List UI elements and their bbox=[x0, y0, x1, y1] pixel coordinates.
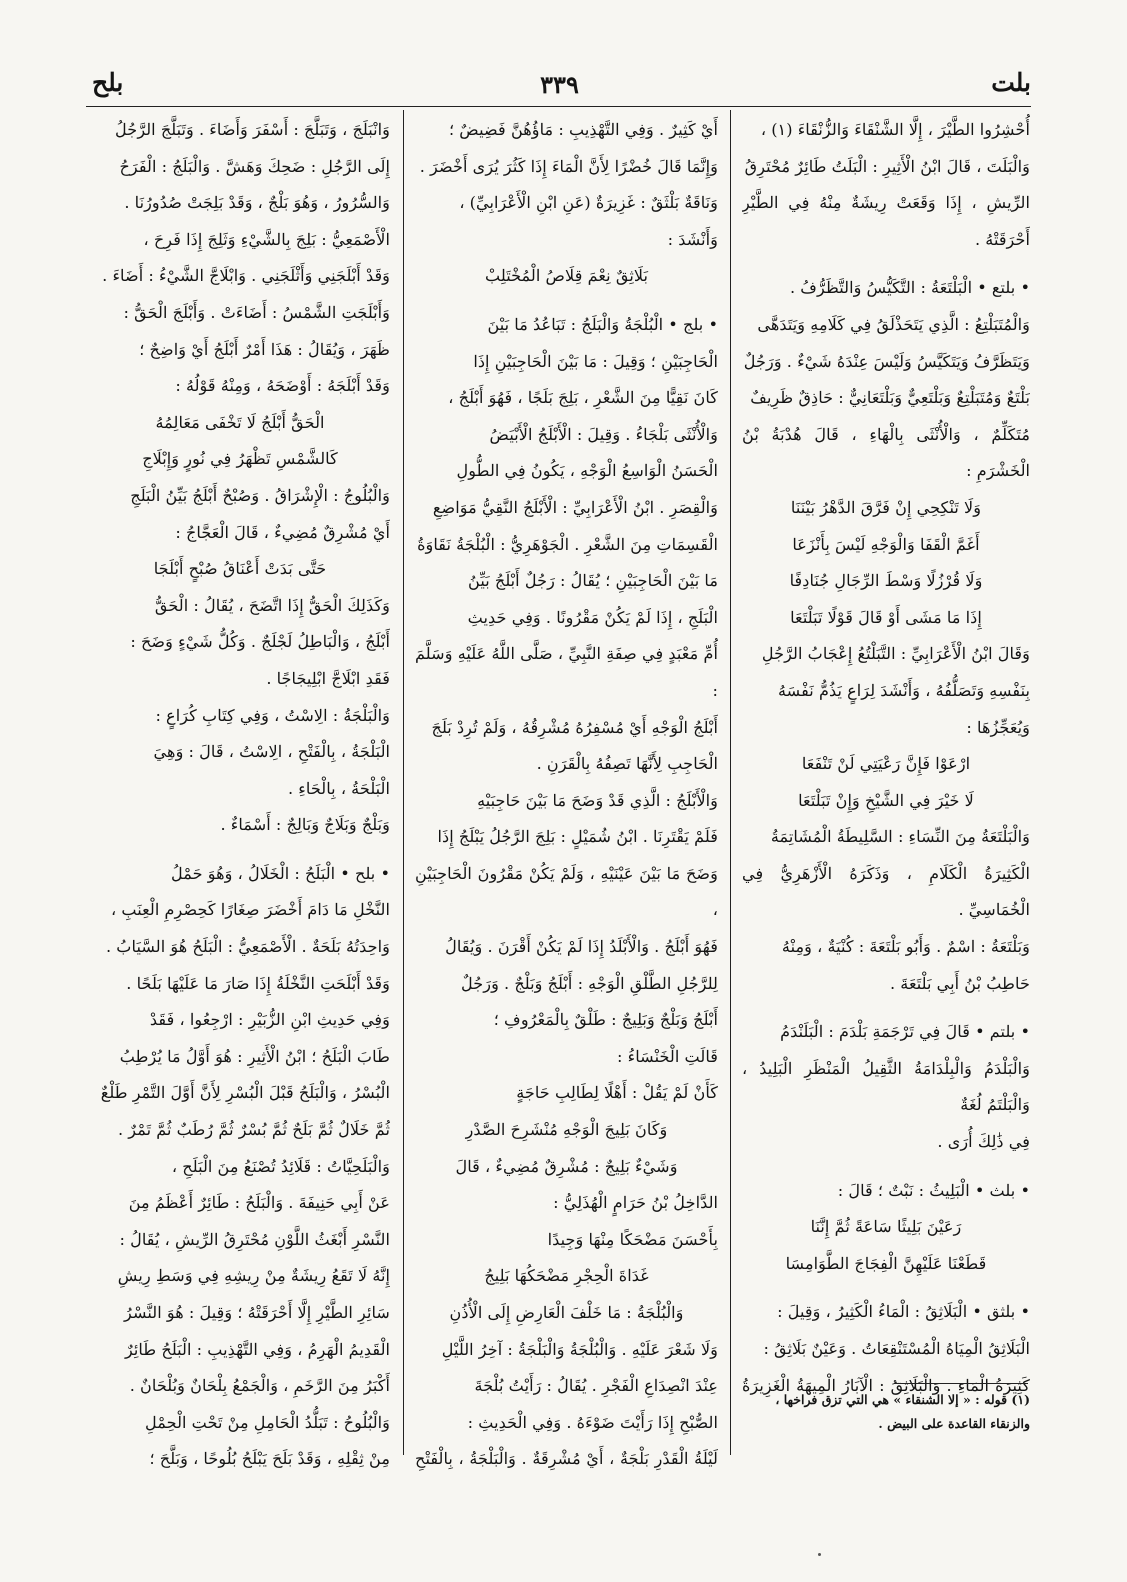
verse-line: وَالْبُلْجَةُ : مَا خَلْفَ الْعَارِضِ إِلَى الْأُذُنِ bbox=[449, 1303, 684, 1322]
text-line: وَالْبَلَتَ ، قَالَ ابْنُ الْأَثِيرِ : الْبَلَتُ طَائِرٌ مُحْتَرِقُ bbox=[744, 156, 1030, 176]
text-line: وَالْمُتَبَلْتِعُ : الَّذِي يَتَحَذْلَقُ فِي كَلَامِهِ وَيَتَدَهَّى bbox=[757, 314, 1030, 334]
entry-headword-line: • بلتم • قَالَ فِي تَرْجَمَةِ بَلْدَمَ : الْبَلَنْدَمُ bbox=[780, 1022, 1030, 1042]
text-line: وَالْبَلْجَةُ : الِاسْتُ ، وَفِي كِتَابِ كُرَاعٍ : bbox=[155, 705, 390, 725]
text-line: أُمِّ مَعْبَدٍ فِي صِفَةِ النَّبِيِّ ، صَلَّى اللَّهُ عَلَيْهِ وَسَلَّمَ : bbox=[415, 644, 718, 700]
text-line: وَالْبُلُوجُ : الْإِشْرَاقُ . وَصُبْحٌ أَبْلَجُ بَيِّنُ الْبَلَجِ bbox=[130, 485, 390, 505]
text-line: أَيْ كَثِيرٌ . وَفِي التَّهْذِيبِ : مَاؤُهُنَّ فَضِيضٌ ؛ bbox=[449, 120, 718, 139]
text-line: عِنْدَ انْصِدَاعِ الْفَجْرِ . يُقَالُ : رَأَيْتُ بُلْجَةَ bbox=[474, 1376, 718, 1396]
text-line: الْكَثِيرَةُ الْكَلَامِ ، وَذَكَرَهُ الْأَزْهَرِيُّ فِي الْخُمَاسِيِّ . bbox=[742, 863, 1030, 920]
text-line: فَلَمْ يَقْتَرِنَا . ابْنُ شُمَيْلٍ : بَلِجَ الرَّجُلُ يَبْلَجُ إِذَا bbox=[437, 827, 718, 847]
text-line: بَلْتَعٌ وَمُتَبَلْتِعٌ وَبَلْتَعِيٌّ وَبَلْتَعَانِيٌّ : حَاذِقٌ ظَرِيفٌ bbox=[750, 388, 1030, 408]
text-line: الْقَسِمَاتِ مِنَ الشَّعْرِ . الْجَوْهَرِيُّ : الْبُلْجَةُ نَقَاوَةُ bbox=[417, 534, 718, 554]
right-column bbox=[742, 112, 1030, 1397]
text-line: وَالْقِصَرِ . ابْنُ الْأَعْرَابِيِّ : الْأَبْلَجُ النَّقِيُّ مَوَاضِعِ bbox=[432, 497, 718, 517]
entry-headword-line: • بلثق • الْبَلَاثِقُ : الْمَاءُ الْكَثِيرُ ، وَقِيلَ : bbox=[777, 1302, 1030, 1322]
header-rule bbox=[86, 106, 1031, 107]
header-left-word: بلح bbox=[92, 68, 124, 97]
page-number: ٣٣٩ bbox=[540, 70, 579, 99]
text-line: وَأَبْلَجَتِ الشَّمْسُ : أَضَاءَتْ . وَأَبْلَجَ الْحَقُّ : bbox=[123, 302, 390, 322]
text-line: وَلَا شَعْرَ عَلَيْهِ . وَالْبُلْجَةُ وَالْبَلْجَةُ : آخِرُ اللَّيْلِ bbox=[441, 1339, 718, 1359]
text-line: وَاحِدَتُهُ بَلَحَةٌ . الْأَصْمَعِيُّ : الْبَلَحُ هُوَ السَّيَابُ . bbox=[106, 937, 390, 957]
text-line: النَّخْلِ مَا دَامَ أَخْضَرَ صِغَارًا كَحِصْرِمِ الْعِنَبِ ، bbox=[110, 900, 390, 920]
text-line: ثُمَّ خَلَالٌ ثُمَّ بَلَحٌ ثُمَّ بُسْرٌ ثُمَّ رُطَبٌ ثُمَّ تَمْرٌ . bbox=[117, 1120, 390, 1140]
text-line: أَيْ مُشْرِقٌ مُضِيءٌ ، قَالَ الْعَجَّاجُ : bbox=[175, 522, 390, 542]
text-line: الدَّاخِلُ بْنُ حَرَامٍ الْهُذَلِيُّ : bbox=[553, 1193, 718, 1213]
text-line: سَائِرِ الطَّيْرِ إِلَّا أَحْرَقَتْهُ ؛ وَقِيلَ : هُوَ النَّسْرُ bbox=[124, 1303, 390, 1322]
text-line: الْبَلَجِ ، إِذَا لَمْ يَكُنْ مَقْرُونًا . وَفِي حَدِيثِ bbox=[467, 607, 718, 627]
text-line: أَبْلَجُ وَبَلْجٌ وَبَلِيجٌ : طَلْقٌ بِالْمَعْرُوفِ ؛ bbox=[493, 1010, 718, 1030]
verse-line: لَا خَيْرَ فِي الشَّيْخِ وَإِنْ تَبَلْتَعَا bbox=[798, 790, 974, 810]
verse-line: وَشَيْءٌ بَلِيجٌ : مُشْرِقٌ مُضِيءٌ ، قَالَ bbox=[455, 1156, 678, 1176]
text-line: وَقَالَ ابْنُ الْأَعْرَابِيِّ : التَّبَلْتُعُ إِعْجَابُ الرَّجُلِ bbox=[761, 644, 1030, 664]
text-line: وَإِنَّمَا قَالَ خُضْرًا لِأَنَّ الْمَاءَ إِذَا كَثُرَ يُرَى أَخْضَرَ . bbox=[419, 156, 718, 176]
text-line: وَالْبَلْتَعَةُ مِنَ النِّسَاءِ : السَّلِيطَةُ الْمُشَاتِمَةُ bbox=[770, 827, 1030, 847]
verse-line: وَلَا تَنْكِحِي إِنْ فَرَّقَ الدَّهْرُ بَيْنَنَا bbox=[790, 497, 982, 517]
text-line: الْقَدِيمُ الْهَرِمُ ، وَفِي التَّهْذِيبِ : الْبَلَحُ طَائِرٌ bbox=[124, 1339, 390, 1359]
text-line: الْأَصْمَعِيُّ : بَلِجَ بِالشَّيْءِ وَثَلِجَ إِذَا فَرِحَ ، bbox=[143, 229, 390, 249]
text-line: حَاطِبُ بْنُ أَبِي بَلْتَعَةَ . bbox=[889, 973, 1030, 993]
footnote-rule bbox=[894, 1383, 1028, 1384]
footnote-line: والزنقاء القاعدة على البيض . bbox=[878, 1416, 1030, 1431]
text-line: الْبَلَاثِقُ الْمِيَاهُ الْمُسْتَنْقِعَاتُ . وَعَيْنٌ بَلَاثِقُ : bbox=[763, 1339, 1030, 1358]
text-line: فِي ذَٰلِكَ أُرَى . bbox=[937, 1132, 1030, 1152]
verse-line: كَالشَّمْسِ تَظْهَرُ فِي نُورٍ وَإِبْلَاجِ bbox=[142, 449, 338, 469]
verse-line: وَلَا قُرْزُلًا وَسْطَ الرِّجَالِ جُنَادِفًا bbox=[789, 571, 983, 591]
text-line: وَالسُّرُورُ ، وَهُوَ بَلْجٌ ، وَقَدْ بَلِجَتْ صُدُورُنَا . bbox=[124, 193, 390, 213]
text-line: وَبَلْجٌ وَبَلَاجٌ وَبَالِجٌ : أَسْمَاءٌ . bbox=[220, 815, 390, 835]
text-line: ظَهَرَ ، وَيُقَالُ : هَذَا أَمْرٌ أَبْلَجُ أَيْ وَاضِحٌ ؛ bbox=[139, 339, 390, 359]
text-line: مُتَكَلِّمٌ ، وَالْأُنْثَى بِالْهَاءِ ، قَالَ هُدْبَةُ بْنُ الْخَشْرَمِ : bbox=[742, 424, 1030, 481]
text-line: بِنَفْسِهِ وَتَصَلُّفُهُ ، وَأَنْشَدَ لِرَاعٍ يَذُمُّ نَفْسَهُ bbox=[778, 680, 1030, 700]
page-mark bbox=[818, 1553, 821, 1556]
text-line: الْبُسْرُ ، وَالْبَلَحُ قَبْلَ الْبُسْرِ لِأَنَّ أَوَّلَ التَّمْرِ طَلْعٌ bbox=[100, 1083, 390, 1103]
verse-line: أَغَمَّ الْقَفَا وَالْوَجْهِ لَيْسَ بِأَنْزَعَا bbox=[792, 534, 980, 554]
text-line: وَالْأَبْلَجُ : الَّذِي قَدْ وَضَحَ مَا بَيْنَ حَاجِبَيْهِ bbox=[477, 790, 718, 810]
text-line: لَيْلَةُ الْقَدْرِ بَلْجَةٌ ، أَيْ مُشْرِقَةٌ . وَالْبَلْجَةُ ، بِالْفَتْحِ bbox=[415, 1449, 718, 1469]
text-line: الْحَاجِبَيْنِ ؛ وَقِيلَ : مَا بَيْنَ الْحَاجِبَيْنِ إِذَا bbox=[473, 351, 718, 371]
text-line: وَكَذَلِكَ الْحَقُّ إِذَا اتَّضَحَ ، يُقَالُ : الْحَقُّ bbox=[154, 595, 390, 615]
text-line: وَالْبَلْدَمُ وَالْبِلْدَامَةُ الثَّقِيلُ الْمَنْظَرِ الْبَلِيدُ ، وَالْبَلْتَمُ لُغَةٌ bbox=[742, 1058, 1030, 1115]
verse-line: بَلَاثِقٌ نِعْمَ قِلَاصُ الْمُخْتَلِبْ bbox=[484, 266, 649, 286]
text-line: وَيُعَجِّزُهَا : bbox=[966, 717, 1030, 737]
page-header bbox=[88, 68, 1031, 102]
verse-line: ارْعَوْا فَإِنَّ رَعْيَتِي لَنْ تَنْفَعَا bbox=[801, 754, 971, 774]
left-column bbox=[90, 112, 390, 1472]
entry-headword-line: • بلج • الْبُلْجَةُ وَالْبَلَجُ : تَبَاعُدُ مَا بَيْنَ bbox=[487, 314, 718, 334]
text-line: أُحْشِرُوا الطَّيْرَ ، إِلَّا الشَّنْقَاءَ وَالزُّنْقَاءَ (١) ، bbox=[760, 120, 1030, 139]
text-line: وَالْبَلَحِيَّاتُ : قَلَائِدُ تُصْنَعُ مِنَ الْبَلَحِ ، bbox=[171, 1156, 390, 1176]
text-line: مَا بَيْنَ الْحَاجِبَيْنِ ؛ يُقَالُ : رَجُلٌ أَبْلَجُ بَيِّنُ bbox=[468, 571, 718, 591]
text-line: عَنْ أَبِي حَنِيفَةَ . وَالْبَلَحُ : طَائِرٌ أَعْظَمُ مِنَ bbox=[128, 1193, 390, 1213]
verse-line: قَطَعْنَا عَلَيْهِنَّ الْفِجَاجَ الطَّوَامِسَا bbox=[785, 1253, 987, 1273]
text-line: كَانَ نَقِيًّا مِنَ الشَّعْرِ ، بَلِجَ بَلَجًا ، فَهُوَ أَبْلَجُ ، bbox=[448, 388, 718, 408]
text-line: طَابَ الْبَلَحُ ؛ ابْنُ الْأَثِيرِ : هُوَ أَوَّلُ مَا يُرْطِبُ bbox=[119, 1046, 390, 1066]
text-line: إِنَّهُ لَا تَقَعُ رِيشَةٌ مِنْ رِيشِهِ فِي وَسَطِ رِيشِ bbox=[117, 1266, 390, 1286]
verse-line: إِذَا مَا مَشَى أَوْ قَالَ قَوْلًا تَبَلْتَعَا bbox=[790, 607, 982, 627]
text-line: أَبْلَجُ ، وَالْبَاطِلُ لَجْلَجٌ . وَكُلُّ شَيْءٍ وَضَحَ : bbox=[130, 632, 390, 652]
text-line: قَالَتِ الْخَنْسَاءُ : bbox=[617, 1046, 718, 1066]
text-line: وَضَحَ مَا بَيْنَ عَيْنَيْهِ ، وَلَمْ يَكُنْ مَقْرُونَ الْحَاجِبَيْنِ ، bbox=[415, 863, 718, 920]
text-line: مِنْ ثِقْلِهِ ، وَقَدْ بَلَحَ يَبْلَحُ بُلُوحًا ، وَبَلَّحَ ؛ bbox=[149, 1449, 390, 1469]
footnote-line: (١) قوله : « إلا الشنقاء » هي التي تزق فراخها ، bbox=[775, 1392, 1030, 1407]
text-line: وَأَنْشَدَ : bbox=[667, 229, 718, 249]
middle-column bbox=[415, 112, 718, 1472]
entry-headword-line: • بلح • الْبَلَحُ : الْخَلَالُ ، وَهُوَ حَمْلُ bbox=[170, 863, 390, 883]
column-divider-left bbox=[403, 110, 404, 1455]
text-line: أَبْلَجُ الْوَجْهِ أَيْ مُسْفِرُهُ مُشْرِقُهُ ، وَلَمْ تُرِدْ بَلَجَ bbox=[431, 717, 718, 737]
text-line: وَنَاقَةٌ بَلْثَقٌ : غَزِيرَةٌ (عَنِ ابْنِ الْأَعْرَابِيِّ) ، bbox=[459, 193, 718, 213]
text-line: وَبَلْتَعَةُ : اسْمٌ . وَأَبُو بَلْتَعَةَ : كُنْيَةٌ ، وَمِنْهُ bbox=[781, 937, 1030, 957]
footnote bbox=[742, 1388, 1030, 1436]
verse-line: غَدَاةَ الْحِجْرِ مَضْحَكُهَا بَلِيجُ bbox=[484, 1266, 649, 1286]
text-line: الْبَلْجَةُ ، بِالْفَتْحِ ، الِاسْتُ ، قَالَ : وَهِيَ bbox=[153, 742, 390, 762]
text-line: وَقَدْ أَبْلَجَنِي وَأَثْلَجَنِي . وَابْلَاجَّ الشَّيْءُ : أَضَاءَ . bbox=[102, 266, 390, 286]
text-line: إِلَى الرَّجُلِ : ضَحِكَ وَهَشَّ . وَالْبَلَجُ : الْفَرَحُ bbox=[119, 156, 390, 176]
text-line: وَقَدْ أَبْلَحَتِ النَّخْلَةُ إِذَا صَارَ مَا عَلَيْهَا بَلَحًا . bbox=[126, 973, 390, 993]
text-line: الْحَسَنُ الْوَاسِعُ الْوَجْهِ ، يَكُونُ فِي الطُّولِ bbox=[456, 461, 718, 481]
text-line: الصُّبْحِ إِذَا رَأَيْتَ ضَوْءَهُ . وَفِي الْحَدِيثِ : bbox=[467, 1412, 718, 1432]
text-line: وَفِي حَدِيثِ ابْنِ الزُّبَيْرِ : ارْجِعُوا ، فَقَدْ bbox=[149, 1010, 390, 1030]
text-line: كَأَنْ لَمْ يَقُلْ : أَهْلًا لِطَالِبِ حَاجَةٍ bbox=[516, 1083, 718, 1103]
verse-line: رَعَيْنَ بَلِيثًا سَاعَةً ثُمَّ إِنَّنَا bbox=[810, 1217, 962, 1237]
text-line: وَانْبَلَجَ ، وَتَبَلَّجَ : أَسْفَرَ وَأَضَاءَ . وَتَبَلَّجَ الرَّجُلُ bbox=[115, 120, 390, 139]
text-line: الْبَلْحَةُ ، بِالْحَاءِ . bbox=[288, 778, 390, 798]
text-line: وَيَتَظَرَّفُ وَيَتَكَيَّسُ وَلَيْسَ عِنْدَهُ شَيْءٌ . وَرَجُلٌ bbox=[743, 351, 1030, 371]
text-line: الْحَاجِبِ لِأَنَّهَا تَصِفُهُ بِالْقَرَنِ . bbox=[536, 754, 718, 774]
text-line: الرِّيشِ ، إِذَا وَقَعَتْ رِيشَةٌ مِنْهُ فِي الطَّيْرِ أَحْرَقَتْهُ . bbox=[742, 193, 1030, 249]
text-line: فَقَدِ ابْلَاجَّ ابْلِيجَاجًا . bbox=[266, 668, 390, 688]
verse-line: وَكَانَ بَلِيجَ الْوَجْهِ مُنْشَرِحَ الصَّدْرِ bbox=[465, 1120, 668, 1140]
text-line: لِلرَّجُلِ الطَّلْقِ الْوَجْهِ : أَبْلَجُ وَبَلْجٌ . وَرَجُلٌ bbox=[461, 973, 718, 993]
text-line: وَالْبُلُوحُ : تَبَلُّدُ الْحَامِلِ مِنْ تَحْتِ الْحِمْلِ bbox=[145, 1412, 390, 1432]
text-line: وَقَدْ أَبْلَجَهُ : أَوْضَحَهُ ، وَمِنْهُ قَوْلُهُ : bbox=[175, 376, 390, 396]
column-divider-right bbox=[730, 110, 731, 1455]
text-line: بِأَحْسَنَ مَضْحَكًا مِنْهَا وَجِيدًا bbox=[547, 1229, 718, 1249]
text-line: أَكْبَرُ مِنَ الرَّخَمِ ، وَالْجَمْعُ بِلْحَانٌ وَبُلْحَانٌ . bbox=[129, 1376, 390, 1396]
text-line: كَثِيرَةُ الْمَاءِ . وَالْبَلَاثِقُ : الْآبَارُ الْمِيهَةُ الْغَزِيرَةُ bbox=[742, 1375, 1030, 1395]
entry-headword-line: • بلث • الْبَلِيثُ : نَبْتٌ ؛ قَالَ : bbox=[837, 1180, 1030, 1200]
header-right-word: بلت bbox=[991, 68, 1031, 97]
text-line: النَّسْرِ أَبْغَثُ اللَّوْنِ مُحْتَرِقُ الرِّيشِ ، يُقَالُ : bbox=[119, 1229, 390, 1249]
verse-line: حَتَّى بَدَتْ أَعْنَاقُ صُبْحٍ أَبْلَجَا bbox=[153, 559, 327, 579]
text-line: وَالْأُنْثَى بَلْجَاءُ . وَقِيلَ : الْأَبْلَجُ الْأَبْيَضُ bbox=[489, 424, 718, 444]
verse-line: الْحَقُّ أَبْلَجُ لَا تَخْفَى مَعَالِمُهُ bbox=[155, 412, 325, 432]
text-line: فَهُوَ أَبْلَجُ . وَالْأَبْلَدُ إِذَا لَمْ يَكُنْ أَقْرَنَ . وَيُقَالُ bbox=[445, 937, 718, 957]
entry-headword-line: • بلتع • الْبَلْتَعَةُ : التَّكَيُّسُ وَالتَّظَرُّفُ . bbox=[789, 278, 1030, 298]
